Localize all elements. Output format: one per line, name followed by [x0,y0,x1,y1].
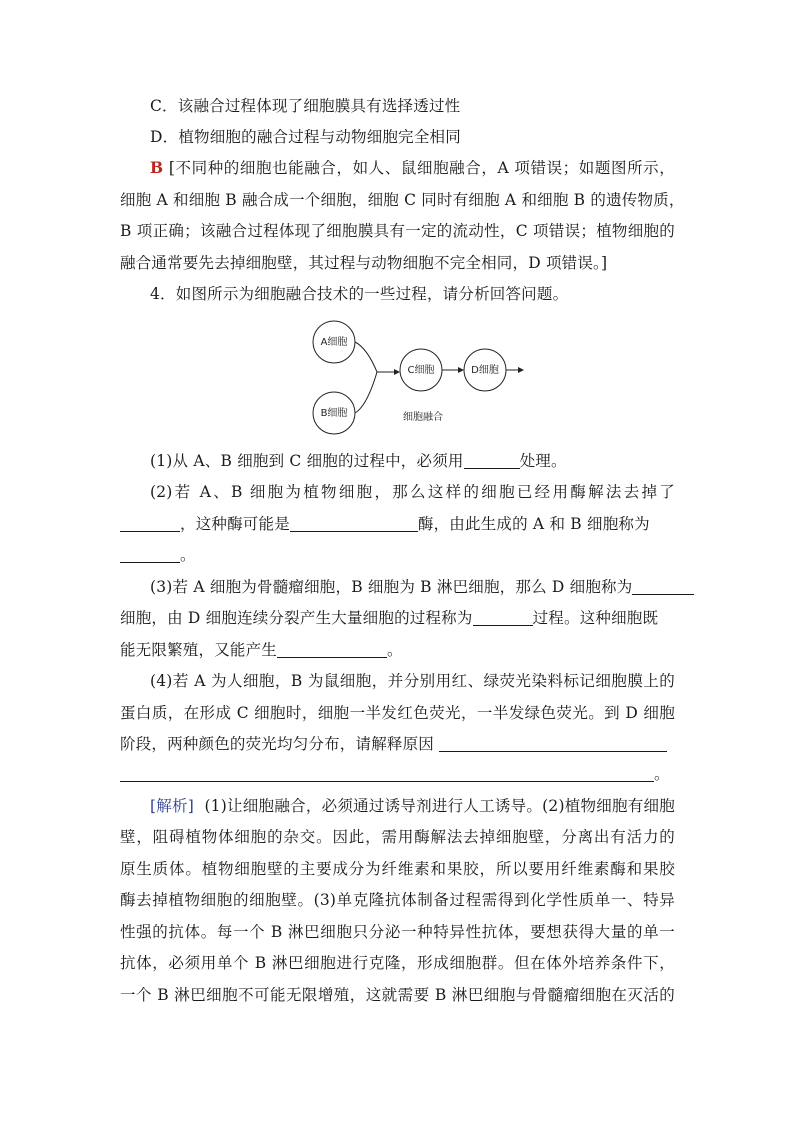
answer-blank-2[interactable] [120,515,180,532]
q4-part-2-text-b: ，这种酶可能是 [180,515,290,533]
answer-blank-9[interactable] [120,765,654,782]
q4-part-2-line-2 [120,514,675,534]
arrow-to-d-head [458,367,464,373]
q4-part-4-line-2: 蛋白质，在形成 C 细胞时，细胞一半发红色荧光，一半发绿色荧光。到 D 细胞 [120,704,675,722]
answer-line-3: B 项正确；该融合过程体现了细胞膜具有一定的流动性，C 项错误；植物细胞的 [120,222,675,240]
cell-c-label: C细胞 [407,365,435,376]
analysis-line-3: 原生质体。植物细胞壁的主要成分为纤维素和果胶，所以要用纤维素酶和果胶 [120,860,675,878]
q4-part-3-line-1 [150,577,675,597]
q4-part-1-text-b: 处理。 [519,452,567,470]
q4-part-2-line-3 [120,545,675,565]
analysis-text-1: (1)让细胞融合，必须通过诱导剂进行人工诱导。(2)植物细胞有细胞 [204,797,675,815]
q4-part-3-text-c: 过程。这种细胞既 [532,609,659,627]
answer-blank-4[interactable] [120,546,180,563]
q4-part-4-line-4 [120,764,675,784]
analysis-tag: [解析] [150,797,195,815]
cell-fusion-label: 细胞融合 [403,412,443,423]
cell-d-label: D细胞 [471,365,499,376]
answer-blank-5[interactable] [632,578,694,595]
answer-letter: B [150,158,164,177]
q4-part-3-text-b: 细胞，由 D 细胞连续分裂产生大量细胞的过程称为 [120,609,473,627]
q4-part-2-text-c: 酶，由此生成的 A 和 B 细胞称为 [417,515,650,533]
q4-part-4-text-d: 。 [654,765,670,783]
analysis-line-7: 一个 B 淋巴细胞不可能无限增殖，这就需要 B 淋巴细胞与骨髓瘤细胞在灭活的 [120,986,675,1004]
q4-part-1 [150,451,675,471]
answer-blank-1[interactable] [464,452,520,469]
analysis-line-1 [150,796,675,816]
answer-line-1 [150,158,675,178]
q4-part-2-line-1: (2)若 A、B 细胞为植物细胞，那么这样的细胞已经用酶解法去掉了 [150,483,675,501]
answer-line-2: 细胞 A 和细胞 B 融合成一个细胞，细胞 C 同时有细胞 A 和细胞 B 的遗传物质， [120,191,685,209]
q4-part-4-line-3 [120,734,675,754]
analysis-line-5: 性强的抗体。每一个 B 淋巴细胞只分泌一种特异性抗体，要想获得大量的单一 [120,923,675,941]
answer-blank-3[interactable] [290,515,418,532]
question-4-stem: 4．如图所示为细胞融合技术的一些过程，请分析回答问题。 [150,285,569,303]
q4-part-2-text-d: 。 [180,546,196,564]
option-c: C．该融合过程体现了细胞膜具有选择透过性 [150,97,461,115]
arrow-out-head [518,367,524,373]
q4-part-3-line-2 [120,608,675,628]
answer-blank-7[interactable] [277,641,387,658]
q4-part-4-text-c: 阶段，两种颜色的荧光均匀分布，请解释原因 [120,735,435,753]
q4-part-3-line-3 [120,640,675,660]
analysis-line-4: 酶去掉植物细胞的细胞壁。(3)单克隆抗体制备过程需得到化学性质单一、特异 [120,891,675,909]
answer-line-4: 融合通常要先去掉细胞壁，其过程与动物细胞不完全相同，D 项错误。] [120,254,608,272]
answer-text-1: [不同种的细胞也能融合，如人、鼠细胞融合，A 项错误；如题图所示， [168,159,675,177]
cell-a-label: A细胞 [320,337,348,348]
fusion-curve-top [355,342,377,372]
analysis-line-2: 壁，阻碍植物体细胞的杂交。因此，需用酶解法去掉细胞壁，分离出有活力的 [120,828,675,846]
analysis-line-6: 抗体，必须用单个 B 淋巴细胞进行克隆，形成细胞群。但在体外培养条件下， [120,954,675,972]
fusion-curve-bottom [355,372,377,413]
arrow-to-c-head [394,369,400,375]
option-d: D．植物细胞的融合过程与动物细胞完全相同 [150,128,461,146]
cell-fusion-diagram [305,318,535,440]
q4-part-1-text-a: (1)从 A、B 细胞到 C 细胞的过程中，必须用 [150,452,464,470]
q4-part-3-text-a: (3)若 A 细胞为骨髓瘤细胞，B 细胞为 B 淋巴细胞，那么 D 细胞称为 [150,578,633,596]
cell-b-label: B细胞 [320,408,348,419]
q4-part-3-text-e: 。 [387,641,403,659]
q4-part-4-line-1: (4)若 A 为人细胞，B 为鼠细胞，并分别用红、绿荧光染料标记细胞膜上的 [150,672,675,690]
answer-blank-6[interactable] [473,609,533,626]
answer-blank-8[interactable] [439,735,667,752]
q4-part-3-text-d: 能无限繁殖，又能产生 [120,641,278,659]
